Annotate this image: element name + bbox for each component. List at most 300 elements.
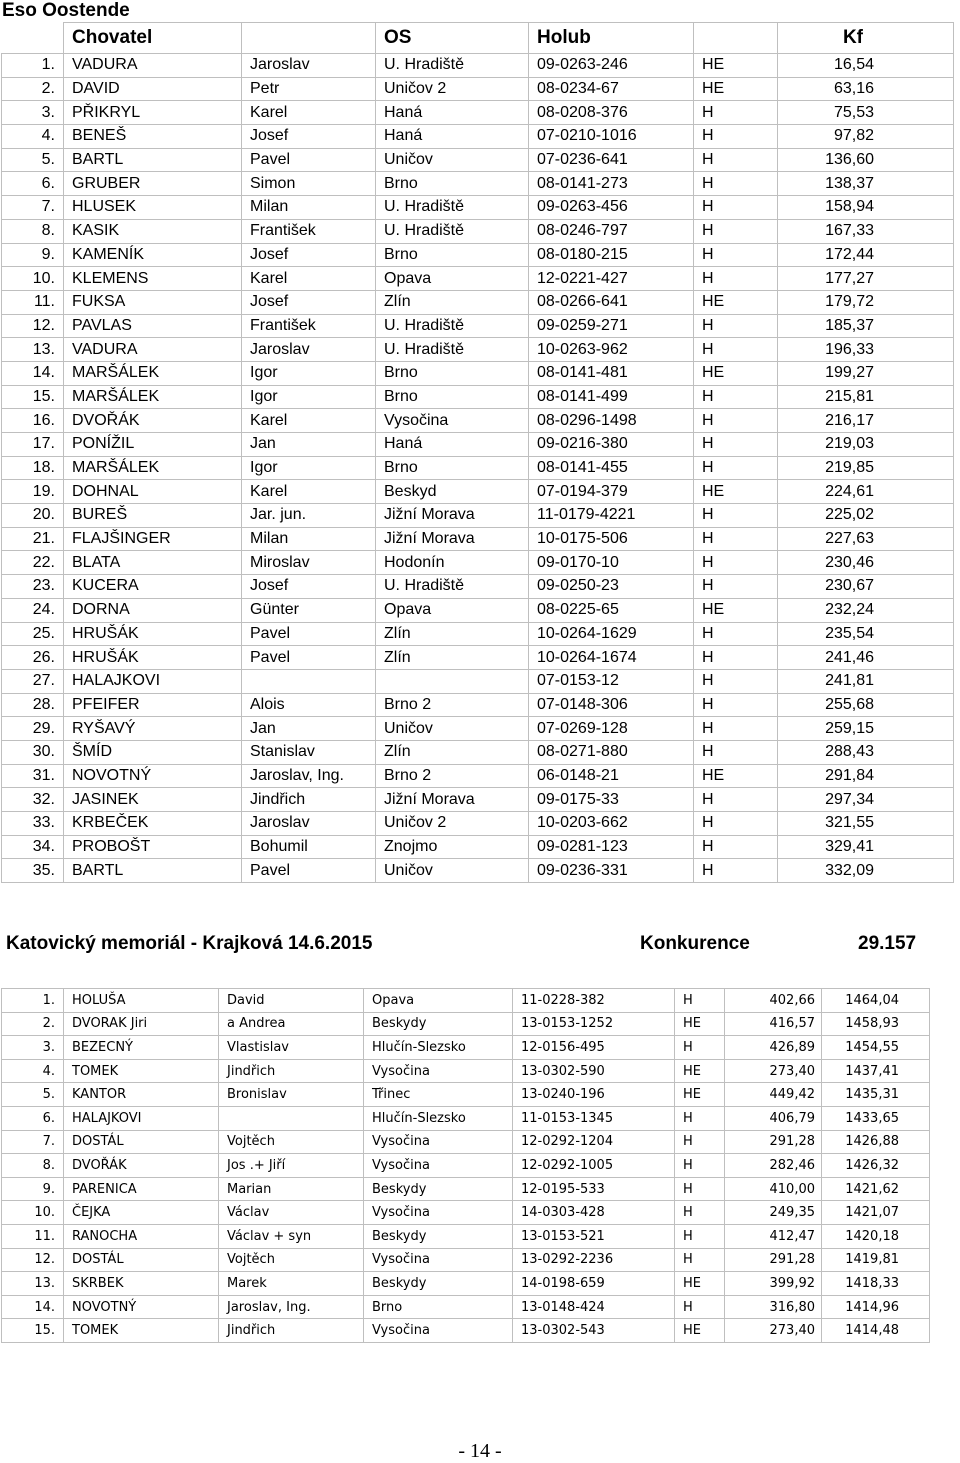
table-cell: Jar. jun. [242,504,376,528]
table-cell: Uničov [376,717,529,741]
table-cell: 08-0296-1498 [529,409,694,433]
table-cell: 07-0236-641 [529,148,694,172]
header-os: OS [376,23,529,54]
table-cell: Vysočina [364,1130,513,1154]
table-cell: Jos .+ Jiří [219,1154,364,1178]
table-cell: 410,00 [725,1177,822,1201]
table-row [2,77,954,101]
table-cell: Igor [242,361,376,385]
table-cell: Jindřich [219,1059,364,1083]
table-cell: 08-0141-499 [529,385,694,409]
table-cell: H [675,989,725,1013]
page-number: - 14 - [458,1440,502,1462]
table-cell: 12-0195-533 [513,1177,675,1201]
table-cell: 1437,41 [822,1059,930,1083]
table-row [2,196,954,220]
table-cell: 31. [2,764,64,788]
table-cell: 14. [2,1295,64,1319]
table-cell: 17. [2,433,64,457]
table-cell: Günter [242,598,376,622]
table-row [2,693,954,717]
table-cell: 09-0250-23 [529,575,694,599]
table-row [2,1106,930,1130]
table-row [2,1248,930,1272]
table-cell: 316,80 [725,1295,822,1319]
table-cell: PONÍŽIL [64,433,242,457]
table-cell: 1. [2,989,64,1013]
table-cell: Brno [376,243,529,267]
table-cell: 34. [2,835,64,859]
table-cell: 13-0153-1252 [513,1012,675,1036]
table-cell: 08-0271-880 [529,740,694,764]
table-cell: 07-0194-379 [529,480,694,504]
table-row [2,504,954,528]
table-cell: H [675,1036,725,1060]
table-row [2,835,954,859]
table-cell: 12-0292-1204 [513,1130,675,1154]
table-cell: Znojmo [376,835,529,859]
table-row [2,101,954,125]
table-cell: 158,94 [778,196,954,220]
table-cell: HALAJKOVI [64,669,242,693]
table-cell: U. Hradiště [376,196,529,220]
table-cell: Alois [242,693,376,717]
table-cell: SKRBEK [64,1272,219,1296]
table-cell: HE [675,1319,725,1343]
table-cell: Opava [376,598,529,622]
table-header [2,23,954,54]
table-row [2,812,954,836]
table-cell: 35. [2,859,64,883]
table-cell: 32. [2,788,64,812]
table-cell: H [694,835,778,859]
table-cell: 21. [2,527,64,551]
table-cell: Zlín [376,622,529,646]
table-cell: PFEIFER [64,693,242,717]
table-cell: HRUŠÁK [64,622,242,646]
table-cell: HE [694,764,778,788]
table-cell: 23. [2,575,64,599]
table-cell: 219,85 [778,456,954,480]
header-kf: Kf [778,23,954,54]
table-cell: Pavel [242,859,376,883]
table-cell: H [694,125,778,149]
table-cell: 09-0170-10 [529,551,694,575]
table-cell: H [675,1224,725,1248]
table-cell: PAVLAS [64,314,242,338]
table-cell: H [694,101,778,125]
table-cell: H [694,504,778,528]
table-cell: RANOCHA [64,1224,219,1248]
table-cell: 241,46 [778,646,954,670]
table-cell: 4. [2,1059,64,1083]
table-cell: Beskydy [364,1177,513,1201]
table-cell: 225,02 [778,504,954,528]
table-row [2,480,954,504]
table-cell: Zlín [376,646,529,670]
table-cell: 09-0263-246 [529,54,694,78]
table-cell: H [694,527,778,551]
table-row [2,409,954,433]
table-cell: Jaroslav [242,812,376,836]
table-row [2,764,954,788]
table-cell: 07-0269-128 [529,717,694,741]
table-cell: 282,46 [725,1154,822,1178]
table-cell: H [694,788,778,812]
table-cell: Hodonín [376,551,529,575]
table-cell: VADURA [64,54,242,78]
table-cell: 291,28 [725,1248,822,1272]
table-cell: 6. [2,172,64,196]
table-cell: HE [694,54,778,78]
table-cell: 216,17 [778,409,954,433]
table-cell: 1420,18 [822,1224,930,1248]
table-cell: David [219,989,364,1013]
table-cell: 12. [2,1248,64,1272]
table-cell: Brno [376,456,529,480]
table-cell: 10. [2,267,64,291]
table-cell: 255,68 [778,693,954,717]
table-row [2,125,954,149]
table-cell: NOVOTNÝ [64,1295,219,1319]
table-cell: H [694,243,778,267]
table-cell: 10-0264-1674 [529,646,694,670]
table-cell [219,1106,364,1130]
table-cell: 1418,33 [822,1272,930,1296]
table-cell: H [694,172,778,196]
table-cell: Marek [219,1272,364,1296]
table-cell: 1426,32 [822,1154,930,1178]
table-cell: 138,37 [778,172,954,196]
table-row [2,219,954,243]
table-cell: Uničov [376,859,529,883]
table-cell: 16. [2,409,64,433]
table-cell: 1464,04 [822,989,930,1013]
table-cell: 332,09 [778,859,954,883]
table-cell: 4. [2,125,64,149]
table-cell: Pavel [242,622,376,646]
table-cell: DORNA [64,598,242,622]
table-cell: Brno [376,385,529,409]
table-cell: 1426,88 [822,1130,930,1154]
table-cell: Simon [242,172,376,196]
table-row [2,338,954,362]
table-cell: Karel [242,409,376,433]
table-cell: 449,42 [725,1083,822,1107]
table-cell: 2. [2,1012,64,1036]
table-cell: Haná [376,125,529,149]
table-row [2,1272,930,1296]
table-row [2,622,954,646]
table-cell: BARTL [64,859,242,883]
table-cell: 215,81 [778,385,954,409]
table-cell: Hlučín-Slezsko [364,1036,513,1060]
table-cell: DAVID [64,77,242,101]
table-cell: 273,40 [725,1319,822,1343]
table-cell: Jižní Morava [376,504,529,528]
table-row [2,1083,930,1107]
table-cell: 20. [2,504,64,528]
table-cell: Petr [242,77,376,101]
table-cell: H [675,1130,725,1154]
table-cell: Jaroslav [242,54,376,78]
table-row [2,172,954,196]
table-cell: Karel [242,480,376,504]
table-cell: FUKSA [64,290,242,314]
table-cell: 7. [2,196,64,220]
table-cell: 291,84 [778,764,954,788]
table-cell: Vojtěch [219,1248,364,1272]
table-cell: Josef [242,243,376,267]
table-cell: 136,60 [778,148,954,172]
table-cell: H [694,433,778,457]
table-cell: 11-0153-1345 [513,1106,675,1130]
table-cell: JASINEK [64,788,242,812]
table-cell: 08-0141-455 [529,456,694,480]
table-cell: FLAJŠINGER [64,527,242,551]
table-cell: 25. [2,622,64,646]
table-cell: 230,67 [778,575,954,599]
table-cell: H [694,622,778,646]
table-cell: 13. [2,338,64,362]
table-cell: 8. [2,1154,64,1178]
table-cell: KAMENÍK [64,243,242,267]
table-row [2,1201,930,1225]
table-cell: 179,72 [778,290,954,314]
table-cell: H [694,859,778,883]
table-cell: H [694,338,778,362]
table-cell: 235,54 [778,622,954,646]
table-cell: 11. [2,1224,64,1248]
table-cell: Bronislav [219,1083,364,1107]
table-cell: H [694,551,778,575]
table-cell: Opava [376,267,529,291]
table-cell: 10-0263-962 [529,338,694,362]
table-cell: PŘIKRYL [64,101,242,125]
table-row [2,527,954,551]
table-cell: H [675,1154,725,1178]
table-cell: Karel [242,267,376,291]
table-cell: Vlastislav [219,1036,364,1060]
table-cell: ŠMÍD [64,740,242,764]
table-cell: 08-0141-481 [529,361,694,385]
section-title-eso-oostende: Eso Oostende [2,0,130,21]
table-cell: Opava [364,989,513,1013]
table-cell: 241,81 [778,669,954,693]
table-cell: DVOŘÁK [64,409,242,433]
konkurence-value: 29.157 [858,933,917,954]
table-cell: BARTL [64,148,242,172]
table-cell: 10-0264-1629 [529,622,694,646]
table-cell: Jindřich [242,788,376,812]
table-cell: U. Hradiště [376,54,529,78]
table-cell: H [694,148,778,172]
table-cell: MARŠÁLEK [64,361,242,385]
table-cell: 07-0210-1016 [529,125,694,149]
table-cell: 2. [2,77,64,101]
table-cell: 08-0180-215 [529,243,694,267]
table-cell: 402,66 [725,989,822,1013]
table-cell: 5. [2,148,64,172]
table-cell: RYŠAVÝ [64,717,242,741]
table-row [2,740,954,764]
table-cell: 291,28 [725,1130,822,1154]
table-cell: Karel [242,101,376,125]
table-cell: H [694,219,778,243]
table-cell: Josef [242,290,376,314]
table-cell: 224,61 [778,480,954,504]
table-cell: TOMEK [64,1319,219,1343]
table-cell: 08-0225-65 [529,598,694,622]
table-cell: Bohumil [242,835,376,859]
table-cell: František [242,314,376,338]
section-title-katovicky [6,933,936,957]
table-cell: a Andrea [219,1012,364,1036]
table-cell: Vysočina [376,409,529,433]
table-cell: HE [675,1083,725,1107]
table-cell: H [694,740,778,764]
table-cell: Brno [376,361,529,385]
table-cell: Haná [376,433,529,457]
table-cell: H [694,669,778,693]
table-cell: Jindřich [219,1319,364,1343]
table-cell: HE [675,1272,725,1296]
table-cell: 18. [2,456,64,480]
table-cell: Brno 2 [376,764,529,788]
table-cell: 230,46 [778,551,954,575]
table-cell: 09-0259-271 [529,314,694,338]
table-cell: 3. [2,1036,64,1060]
table-cell: Beskyd [376,480,529,504]
table-cell: 9. [2,1177,64,1201]
table-row [2,1177,930,1201]
table-row [2,1036,930,1060]
table-cell: H [675,1295,725,1319]
table-cell: Beskydy [364,1012,513,1036]
table-cell: H [694,693,778,717]
table-cell: H [675,1248,725,1272]
table-cell: Pavel [242,646,376,670]
table-cell: 177,27 [778,267,954,291]
table-cell: 33. [2,812,64,836]
table-cell: H [694,314,778,338]
table-cell: 8. [2,219,64,243]
table-cell: 13-0153-521 [513,1224,675,1248]
table-cell: NOVOTNÝ [64,764,242,788]
table-cell: Uničov 2 [376,812,529,836]
table-cell: H [694,646,778,670]
table-cell: 1421,62 [822,1177,930,1201]
table-row [2,290,954,314]
table-cell: 15. [2,1319,64,1343]
table-row [2,669,954,693]
table-cell: 08-0246-797 [529,219,694,243]
table-cell: 14. [2,361,64,385]
table-cell: Beskydy [364,1224,513,1248]
table-cell: 07-0148-306 [529,693,694,717]
results-table-katovicky [1,988,930,1343]
table-cell: Jaroslav [242,338,376,362]
table-row [2,1319,930,1343]
table-cell: BLATA [64,551,242,575]
table-cell: Vysočina [364,1319,513,1343]
table-cell: 28. [2,693,64,717]
table-row [2,859,954,883]
table-cell: 426,89 [725,1036,822,1060]
table-cell: 219,03 [778,433,954,457]
table-cell: 1435,31 [822,1083,930,1107]
table-cell: KUCERA [64,575,242,599]
table-cell: Jaroslav, Ing. [242,764,376,788]
table-cell: 249,35 [725,1201,822,1225]
table-cell: PROBOŠT [64,835,242,859]
table-row [2,243,954,267]
table-cell: 63,16 [778,77,954,101]
table-row [2,1154,930,1178]
table-cell: H [694,385,778,409]
table-cell [376,669,529,693]
table-cell: Václav + syn [219,1224,364,1248]
table-row [2,551,954,575]
table-cell: 1433,65 [822,1106,930,1130]
table-cell: 232,24 [778,598,954,622]
table-cell: U. Hradiště [376,338,529,362]
table-cell: Igor [242,385,376,409]
table-row [2,1059,930,1083]
table-cell: H [694,575,778,599]
table-cell: 6. [2,1106,64,1130]
table-cell: DOSTÁL [64,1130,219,1154]
table-row [2,598,954,622]
table-row [2,148,954,172]
table-cell: 09-0281-123 [529,835,694,859]
table-cell: 416,57 [725,1012,822,1036]
table-cell: HE [694,598,778,622]
table-row [2,54,954,78]
table-cell: H [694,456,778,480]
table-cell: 19. [2,480,64,504]
table-cell: Brno [364,1295,513,1319]
table-cell: 14-0303-428 [513,1201,675,1225]
table-cell: Jan [242,717,376,741]
table-cell: 1419,81 [822,1248,930,1272]
table-cell: Marian [219,1177,364,1201]
table-cell: 1414,96 [822,1295,930,1319]
table-cell: 30. [2,740,64,764]
table-cell: 09-0263-456 [529,196,694,220]
table-cell: 1421,07 [822,1201,930,1225]
table-cell: 09-0216-380 [529,433,694,457]
table-cell: 75,53 [778,101,954,125]
table-row [2,361,954,385]
table-cell: U. Hradiště [376,219,529,243]
table-cell: 12-0292-1005 [513,1154,675,1178]
table-cell: HE [694,290,778,314]
table-cell: H [675,1177,725,1201]
table-cell: DVOŘÁK [64,1154,219,1178]
table-cell: H [675,1106,725,1130]
table-cell: HLUSEK [64,196,242,220]
table-cell: VADURA [64,338,242,362]
table-cell: H [694,717,778,741]
table-cell: 13-0292-2236 [513,1248,675,1272]
header-chovatel: Chovatel [64,23,242,54]
table-row [2,717,954,741]
table-cell: 9. [2,243,64,267]
table-cell: 199,27 [778,361,954,385]
table-row [2,989,930,1013]
table-cell: HALAJKOVI [64,1106,219,1130]
